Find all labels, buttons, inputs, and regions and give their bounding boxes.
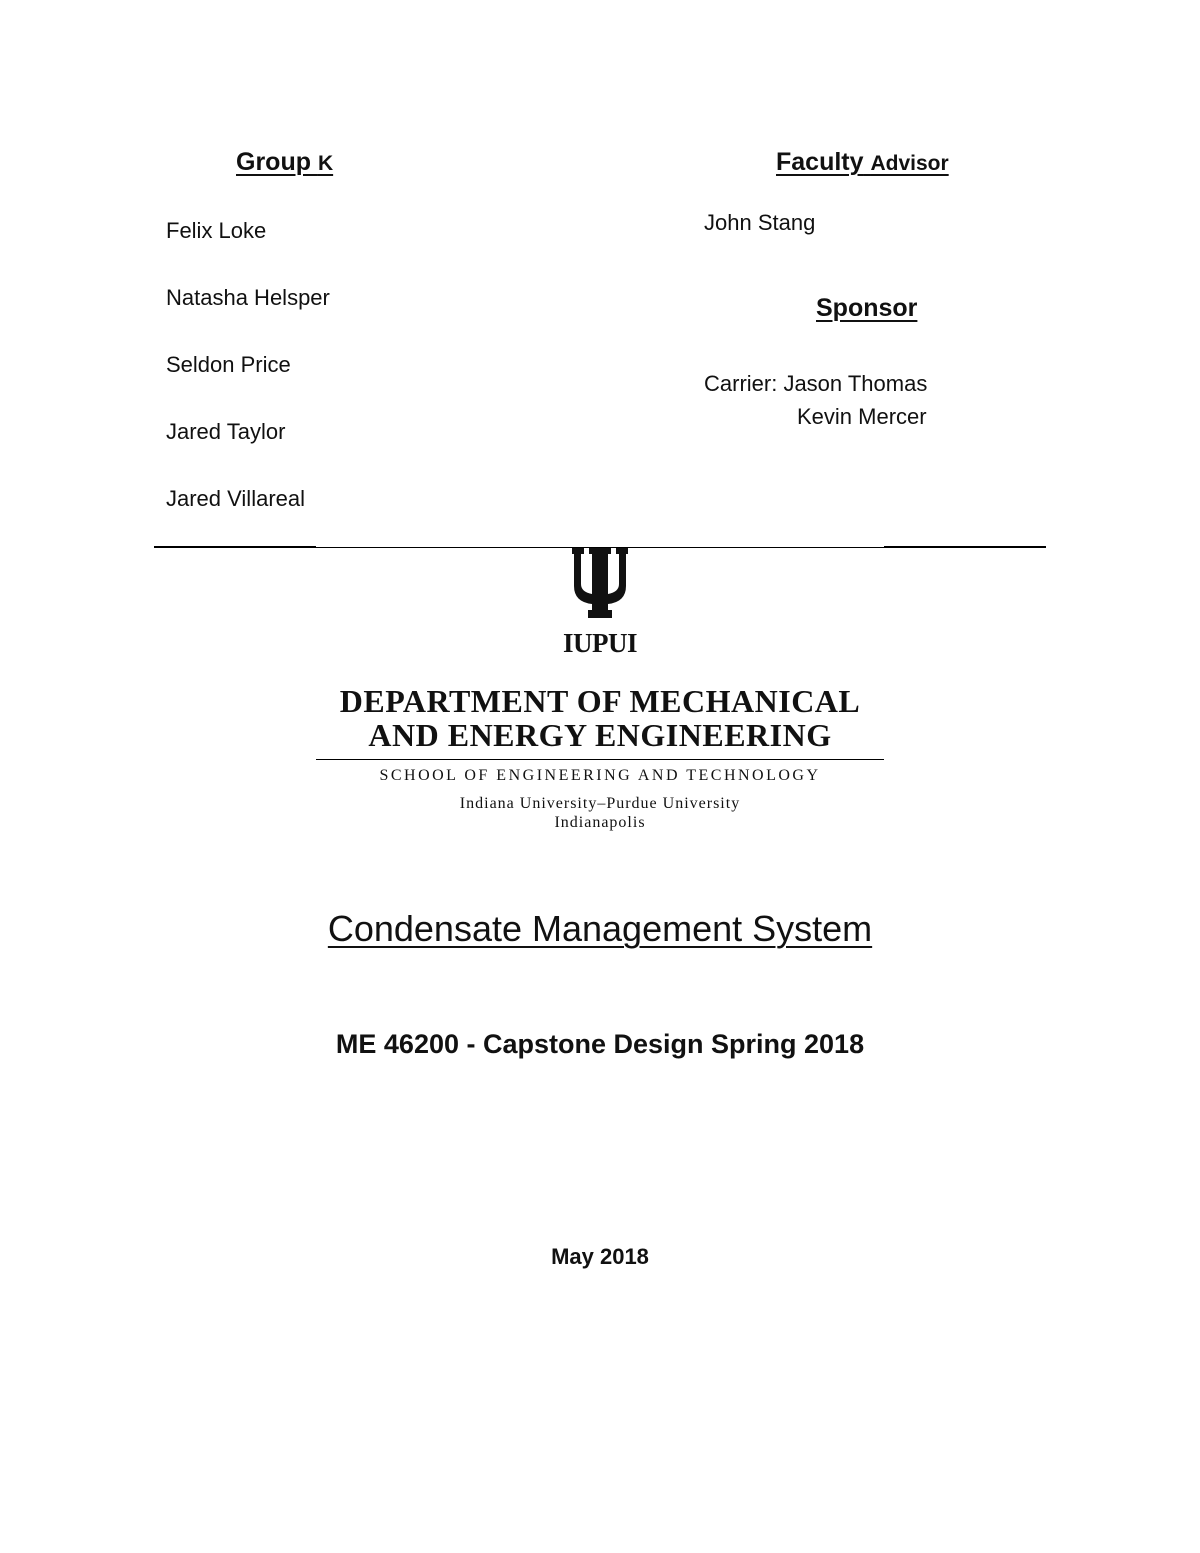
group-member: Felix Loke (166, 218, 267, 243)
sponsor-line-1: Carrier: Jason Thomas (704, 371, 928, 396)
divider-right (884, 546, 1046, 548)
faculty-heading (776, 148, 949, 177)
group-member: Jared Taylor (166, 419, 286, 444)
university-wordmark: IUPUI (562, 628, 637, 658)
faculty-advisor-name: John Stang (704, 210, 816, 235)
school-line: SCHOOL OF ENGINEERING AND TECHNOLOGY (379, 767, 821, 784)
course-line: ME 46200 - Capstone Design Spring 2018 (335, 1029, 865, 1059)
document-date: May 2018 (551, 1244, 649, 1269)
document-title: Condensate Management System (327, 908, 873, 949)
group-heading (236, 148, 333, 177)
group-member: Seldon Price (166, 352, 291, 377)
department-line-1: DEPARTMENT OF MECHANICAL (339, 683, 861, 719)
iu-trident-logo-icon (570, 548, 630, 620)
group-member: Jared Villareal (166, 486, 306, 511)
sponsor-line-2: Kevin Mercer (797, 404, 927, 429)
sponsor-heading: Sponsor (816, 294, 918, 322)
department-line-2: AND ENERGY ENGINEERING (368, 717, 832, 753)
group-heading-suffix: K (317, 152, 334, 175)
divider-left (154, 546, 316, 548)
logo-divider (316, 759, 884, 760)
institution-line-1: Indiana University–Purdue University (459, 795, 741, 812)
institution-line-2: Indianapolis (554, 814, 646, 831)
group-member: Natasha Helsper (166, 285, 330, 310)
faculty-heading-main: Faculty (776, 148, 864, 176)
faculty-heading-suffix: Advisor (870, 152, 949, 175)
group-heading-main: Group (236, 148, 311, 176)
